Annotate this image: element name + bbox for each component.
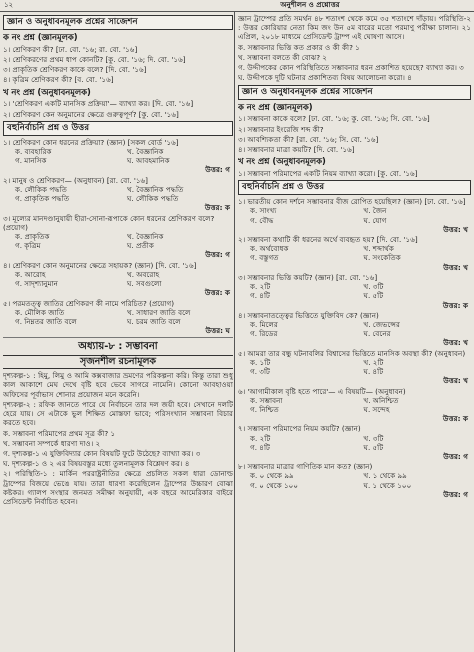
mcq-option: ঘ. আবহমানিক [127,156,170,166]
mcq-item [3,261,233,298]
mcq-answer: উত্তর: খ [443,376,468,386]
mcq-answer: উত্তর: খ [443,338,468,348]
subsection-title: খ নং প্রশ্ন (অনুধাবনমূলক) [238,156,326,167]
mcq-option: গ. ৪টি [250,291,270,301]
mcq-option: গ. নিম্নতর জাতি বলে [15,316,77,326]
mcq-item [238,387,471,424]
subsection-title: খ নং প্রশ্ন (অনুধাবনমূলক) [3,86,91,97]
mcq-option: ক. মৌলিক জাতি [15,307,65,317]
scenario-text: ২। পরিস্থিতি-১ : মার্কিন পররাষ্ট্রনীতির ক্ষেত্রে প্রচলিত সকল ধারা ডোনাল্ড ট্রাম্পের বিজয়ে ভেঙে যায়। তারা ধারণা করেছিলেন ট্রাম্পের উচ্চারণ বোঝা কষ্টকর। গ্যালপ সংস্থার জনমত সমীক্ষা অনুযায়ী, এক বছরে আমেরিকার বাইরে প্রেসিডেন্ট নির্বাচিত হবেন। [3,469,233,507]
mcq-question: ৪। শ্রেণিকরণ কোন অনুমানের ক্ষেত্রে সহায়ক? (জ্ঞান) [দি. বো. '১৬] [3,260,197,270]
column-divider [234,12,235,652]
left-column [3,13,233,649]
mcq-options [3,147,233,165]
mcq-option: ক. সাংখ্য [250,206,277,216]
mcq-answer: উত্তর: গ [205,165,230,175]
mcq-options [238,434,471,452]
mcq-options [3,270,233,288]
list-item: ২। সম্ভাবনার ইংরেজি শব্দ কী? [238,124,324,134]
mcq-options [238,396,471,414]
mcq-item [238,235,471,272]
mcq-option: খ. ১ থেকে ৯৯ [363,471,407,481]
scenario-text: দৃশ্যকল্প-২ : রফিক জানতে পারে যে নির্বাচনে তার দল জয়ী হবে। সেখানে দলটি হেরে যায়। সে এটাকে ভুল শিক্ষিত মোস্তফা ভাবে; পরিসংখ্যান সম্ভাবনা বিচার করতে হবে। [3,399,233,428]
mcq-option: গ. কৃত্রিম [15,241,41,251]
mcq-option: ক. ব্যবহারিক [15,147,52,157]
section-header: বহুনির্বাচনি প্রশ্ন ও উত্তর [238,180,471,195]
mcq-option: ক. ২টি [250,282,271,292]
mcq-item [238,424,471,461]
mcq-item [3,214,233,260]
mcq-answer: উত্তর: গ [443,452,468,462]
mcq-item [3,299,233,336]
mcq-answer: উত্তর: গ [443,489,468,499]
mcq-question: ৩। মূল্যের মানদণ্ডানুযায়ী হীরা-সোনা-রূপাকে কোন ধরনের শ্রেণিকরণ বলে? (প্রয়োগ) [3,213,215,232]
mcq-options [3,185,233,203]
mcq-option: খ. ৩টি [363,433,384,443]
right-column [238,13,471,649]
question-part: খ. সম্ভাবনা সম্পর্কে ধারণা দাও। ২ [3,438,101,448]
mcq-option: খ. ৩টি [363,282,384,292]
mcq-answer: উত্তর: ক [442,414,468,424]
mcq-answer: উত্তর: ক [442,300,468,310]
list-item: ১। 'শ্রেণিকরণ একটি মানসিক প্রক্রিয়া'— ব্যাখ্যা কর। [দি. বো. '১৬] [3,99,194,109]
list-item: ১। সম্ভাবনা পরিমাপের একটি নিয়ম ব্যাখ্যা করো। [কু. বো. '১৬] [238,168,418,178]
mcq-option: ঘ. ১ থেকে ১০০ [363,480,412,490]
mcq-item [238,349,471,386]
list-item: ২। শ্রেণিকরণের প্রথম ধাপ কোনটি? [কু. বো. '১৬; দি. বো. '১৬] [3,54,186,64]
mcq-options [238,358,471,376]
mcq-answer: উত্তর: ক [204,288,230,298]
mcq-question: ২। মানুষ ও শ্রেণিকরণ— (অনুধাবন) [রা. বো. '১৬] [3,175,148,185]
mcq-option: ঘ. ৪টি [363,367,384,377]
question-part: ঘ. উদ্দীপকে দুটি ঘটনার প্রকাশিতব্য বিষয় আলোচনা করো। ৪ [238,73,412,83]
mcq-question: ১। ভারতীয় কোন দর্শনে সম্ভাবনার বীজ রোপিত হয়েছিল? (জ্ঞান) [ঢা. বো. '১৬] [238,197,466,207]
divider [3,337,233,338]
question-part: গ. দৃশ্যকল্প-১ এ যুক্তিবিদ্যার কোন বিষয়টি ফুটে উঠেছে? ব্যাখ্যা কর। ৩ [3,448,201,458]
mcq-options [3,308,233,326]
mcq-option: খ. সাধারণ জাতি বলে [127,307,191,317]
mcq-option: গ. রিডের [250,329,278,339]
mcq-option: ক. মিলের [250,319,278,329]
mcq-option: খ. বৈজ্ঞানিক [127,147,164,157]
mcq-option: ঘ. ৫টি [363,291,384,301]
mcq-item [238,197,471,234]
chapter-title: অধ্যায়-৮ : সম্ভাবনা [78,341,158,353]
question-part: ক. সম্ভাবনার ভিত্তি কত প্রকার ও কী কী? ১ [238,42,360,52]
mcq-option: ঘ. বেনের [363,329,391,339]
mcq-option: গ. ৪টি [250,442,270,452]
list-item: ২। শ্রেণিকরণ কেন অনুমানের ক্ষেত্রে গুরুত্বপূর্ণ? [কু. বো. '১৬] [3,109,179,119]
mcq-option: ঘ. যোগ [363,215,387,225]
mcq-option: ঘ. প্রতীক [127,241,154,251]
question-part: খ. সম্ভাবনা বলতে কী বোঝ? ২ [238,52,327,62]
mcq-option: গ. প্রাকৃতিক পদ্ধতি [15,194,70,204]
mcq-question: ৫। পরমতত্ত্ব জাতির শ্রেণিকরণ কী নামে পরিচিত? (প্রয়োগ) [3,298,174,308]
mcq-answer: উত্তর: ক [204,203,230,213]
mcq-answer: উত্তর: গ [205,250,230,260]
mcq-option: ক. ২টি [250,433,271,443]
mcq-options [238,206,471,224]
mcq-options [238,282,471,300]
mcq-option: গ. ০ থেকে ১০০ [250,480,299,490]
mcq-item [238,311,471,348]
mcq-question: ৮। সম্ভাবনার মাত্রার গাণিতিক মান কত? (জ্ঞান) [238,462,373,472]
mcq-question: ২। সম্ভাবনা কথাটি কী ধরনের অর্থে ব্যবহৃত হয়? [দি. বো. '১৬] [238,235,418,244]
question-part: ক. সম্ভাবনা পরিমাপের প্রথম সূত্র কী? ১ [3,428,116,438]
mcq-option: খ. অনিশ্চিত [363,395,399,405]
mcq-item [3,176,233,213]
section-header: জ্ঞান ও অনুধাবনমূলক প্রশ্নের সাজেশন [3,15,233,30]
question-part: গ. উদ্দীপকের কোন পরিস্থিতিতে সম্ভাবনার ধরন প্রকাশিত হয়েছে? ব্যাখ্যা কর। ৩ [238,63,464,73]
mcq-answer: উত্তর: খ [443,262,468,272]
mcq-option: খ. বৈজ্ঞানিক পদ্ধতি [127,184,184,194]
mcq-options [238,471,471,489]
question-part: ঘ. দৃশ্যকল্প-১ ও ২ এর বিষয়বস্তুর মধ্যে তুলনামূলক বিশ্লেষণ কর। ৪ [3,459,190,469]
mcq-option: ক. সম্ভাবনা [250,395,283,405]
mcq-options [238,320,471,338]
section-header: বহুনির্বাচনি প্রশ্ন ও উত্তর [3,121,233,136]
mcq-option: ক. লৌকিক পদ্ধতি [15,184,67,194]
mcq-options [3,232,233,250]
subsection-title: ক নং প্রশ্ন (জ্ঞানমূলক) [3,32,78,42]
list-item: ৩। আবশ্যিকতা কী? [রা. বো. '১৬; সি. বো. '১৬] [238,134,379,144]
mcq-option: ক. অর্থবোধক [250,244,289,254]
mcq-option: খ. জৈন [363,206,387,216]
mcq-option: খ. অবরোহ [127,269,160,279]
mcq-option: ঘ. সন্দেহ [363,404,390,414]
mcq-option: ঘ. লৌকিক পদ্ধতি [127,194,179,204]
mcq-option: খ. ২টি [363,357,384,367]
mcq-option: ক. ১টি [250,357,271,367]
mcq-option: গ. ৩টি [250,367,270,377]
list-item: ১। শ্রেণিকরণ কী? [ঢা. বো. '১৬; রা. বো. '১৬] [3,44,138,54]
mcq-option: গ. নিশ্চিত [250,404,279,414]
mcq-option: ঘ. সবগুলো [127,279,162,289]
mcq-question: ৬। 'আগামীকাল বৃষ্টি হতে পারে'— এ বিষয়টি— (অনুধাবন) [238,386,406,396]
mcq-option: গ. বৌদ্ধ [250,215,274,225]
mcq-answer: উত্তর: খ [443,224,468,234]
list-item: ১। সম্ভাবনা কাকে বলে? [ঢা. বো. '১৬; কু. বো. '১৬; সি. বো. '১৬] [238,114,430,124]
mcq-item [238,273,471,310]
mcq-option: গ. বস্তুগত [250,253,279,263]
page-number: ১২ [4,1,14,9]
mcq-question: ৪। সম্ভাবনাতত্ত্বের ভিত্তিতে যুক্তিবিদ কে? (জ্ঞান) [238,310,379,320]
list-item: ৩। প্রাকৃতিক শ্রেণিকরণ কাকে বলে? [দি. বো. '১৬] [3,65,147,75]
section-header: জ্ঞান ও অনুধাবনমূলক প্রশ্নের সাজেশন [238,85,471,100]
chapter-subtitle: সৃজনশীল রচনামূলক [3,355,233,369]
mcq-answer: উত্তর: ঘ [205,326,230,336]
mcq-option: গ. সাদৃশ্যানুমান [15,279,58,289]
mcq-item [238,462,471,499]
mcq-option: ক. প্রাকৃতিক [15,232,50,241]
mcq-question: ১। শ্রেণিকরণ কোন ধরনের প্রক্রিয়া? (জ্ঞান) [সকল বোর্ড '১৬] [3,137,179,147]
mcq-option: ঘ. ৫টি [363,442,384,452]
scenario-text: জ্ঞান ট্রাম্পের প্রতি সমর্থন ৪৮ শতাংশ থেকে কমে ৩৫ শতাংশে দাঁড়ায়। পরিস্থিতি-২ : উত্তর কোরিয়ার নেতা কিম জং উন ৫ম বারের মতো পরমাণু পরীক্ষা চালান। ২১ এপ্রিল, ২০১৮ মাধ্যমে প্রেসিডেন্ট ট্রাম্প এই ঘোষণা আসে। [238,14,471,42]
mcq-question: ৭। সম্ভাবনা পরিমাপের নিয়ম কয়টি? (জ্ঞান) [238,424,361,434]
list-item: ৪। কৃত্রিম শ্রেণিকরণ কী? [ব. বো. '১৬] [3,75,114,85]
list-item: ৪। সম্ভাবনার মাত্রা কয়টি? [দি. বো. '১৬] [238,144,355,154]
mcq-option: ঘ. সংকেতিক [363,253,401,263]
page-header [0,0,474,12]
mcq-question: ৩। সম্ভাবনার ভিত্তি কয়টি? (জ্ঞান) [রা. বো. '১৬] [238,272,378,282]
mcq-option: ক. ০ থেকে ৯৯ [250,471,294,481]
subsection-title: ক নং প্রশ্ন (জ্ঞানমূলক) [238,101,313,112]
mcq-option: ঘ. চরম জাতি বলে [127,316,181,326]
mcq-item [3,138,233,175]
mcq-option: খ. জেভন্সের [363,319,400,329]
mcq-option: গ. মানসিক [15,156,47,166]
mcq-option: খ. বৈজ্ঞানিক [127,232,164,241]
mcq-options [238,244,471,262]
mcq-question: ৫। আমরা তার বন্ধু ঘটনাবলির বিশ্বাসের ভিত্তিতে মানসিক অবস্থা কী? (অনুধাবন) [238,348,466,358]
page-header-title: অনুশীলন ও প্রশ্নোত্তর [280,1,340,9]
scenario-text: দৃশ্যকল্প-১ : হিমু, লিমু ও আমি কক্সবাজার ভ্রমণের পরিকল্পনা করি। কিন্তু তারা শুধু কাল আকাশে মেঘ দেখে বৃষ্টি হবে ভেবে সাগরে নামেনি। কোনো আবহাওয়া অফিসের পূর্বাভাস শোনার প্রয়োজন মনে করেনি। [3,371,233,399]
mcq-option: ক. আরোহ [15,269,46,279]
mcq-option: খ. শব্দার্থক [363,244,394,254]
